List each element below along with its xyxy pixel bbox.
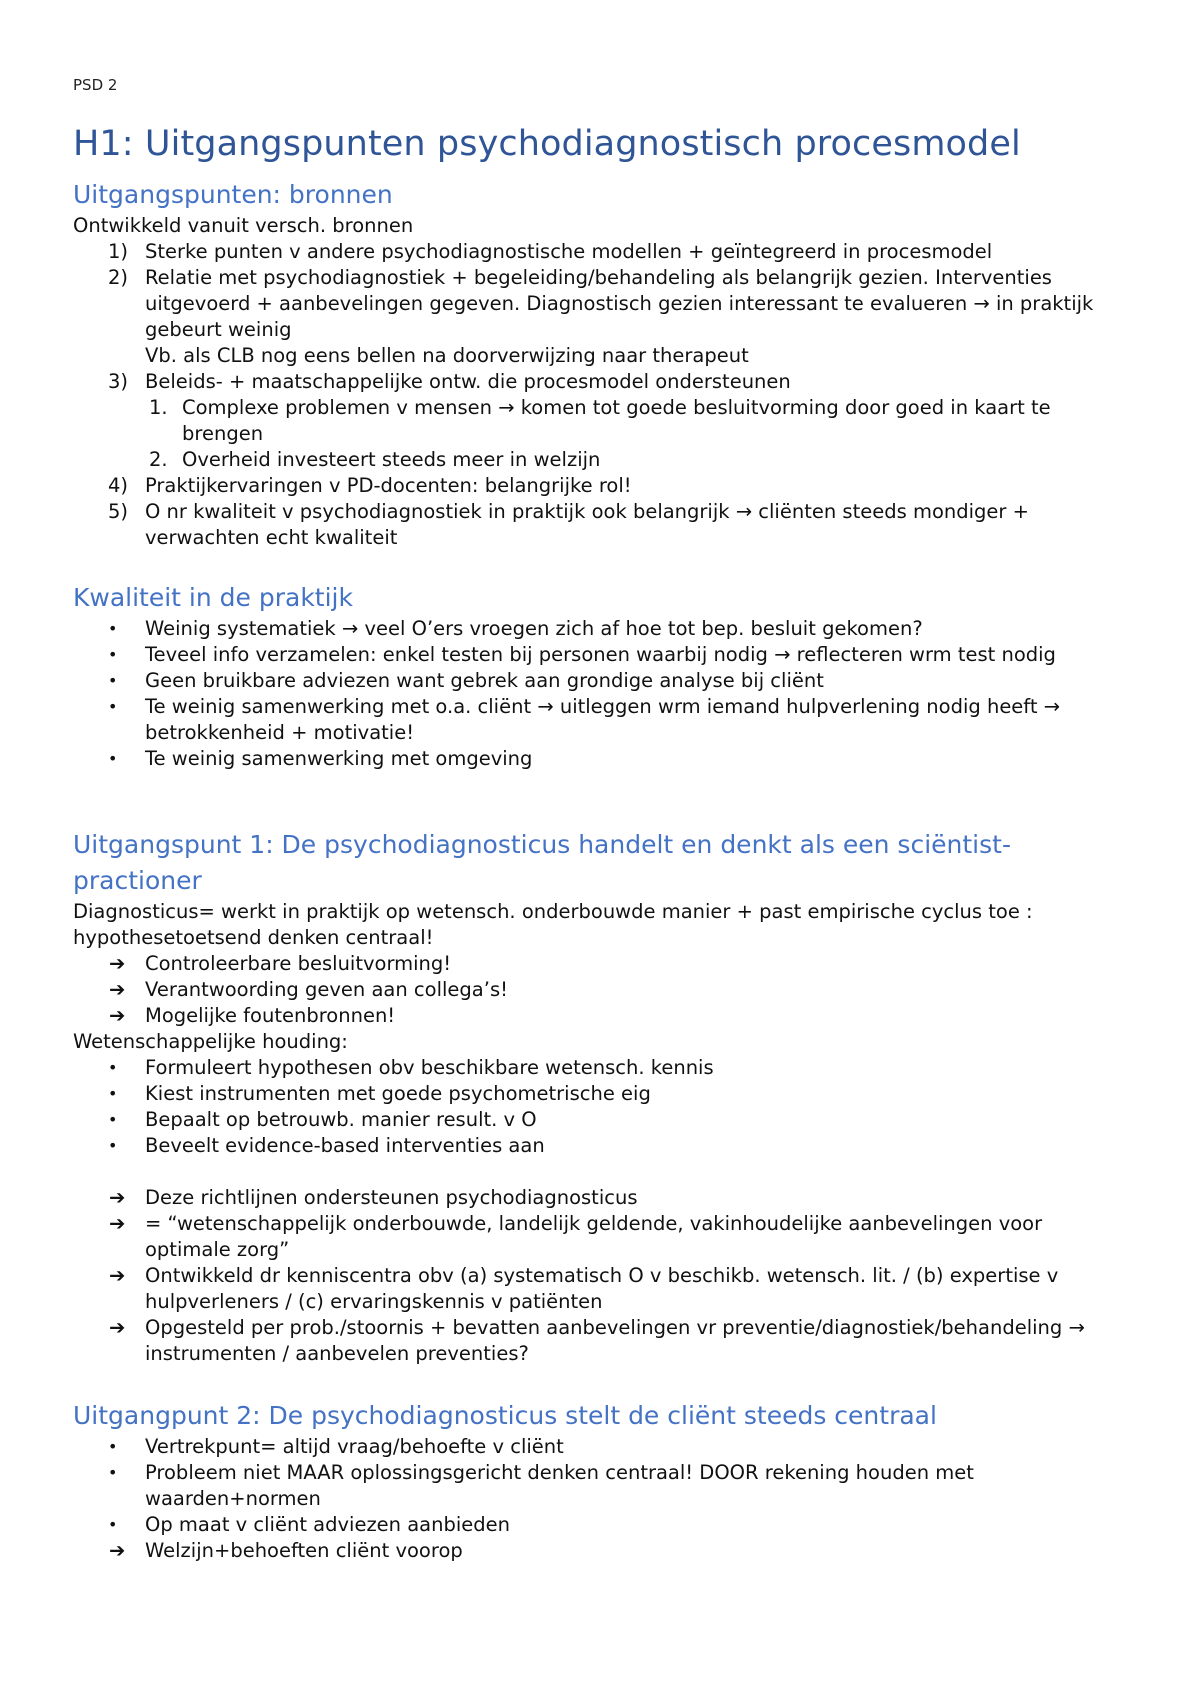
list-item: ➔ Mogelijke foutenbronnen! [109, 1004, 396, 1027]
arrow-icon: ➔ [109, 1539, 126, 1562]
list-item: • Beveelt evidence-based interventies aan [108, 1134, 545, 1157]
list-item: 1) Sterke punten v andere psychodiagnostische modellen + geïntegreerd in procesmodel [108, 240, 993, 263]
list-item: ➔ Ontwikkeld dr kenniscentra obv (a) systematisch O v beschikb. wetensch. lit. / (b) expertise v hulpverleners / (c) ervaringskennis v patiënten [109, 1264, 1059, 1313]
arrow-icon: ➔ [109, 1212, 126, 1235]
list-item: • Formuleert hypothesen obv beschikbare wetensch. kennis [108, 1056, 714, 1079]
list-item-note: Vb. als CLB nog eens bellen na doorverwijzing naar therapeut [145, 344, 749, 367]
section-intro: Diagnosticus= werkt in praktijk op wetensch. onderbouwde manier + past empirische cyclus toe : hypothesetoetsend denken centraal! [73, 900, 1033, 949]
page-header: PSD 2 [73, 76, 118, 94]
list-item: ➔ Controleerbare besluitvorming! [109, 952, 452, 975]
list-item: • Te weinig samenwerking met o.a. cliënt → uitleggen wrm iemand hulpverlening nodig heeft → betrokkenheid + motivatie! [108, 695, 1061, 744]
section-heading: Uitgangspunten: bronnen [73, 180, 393, 209]
arrow-icon: ➔ [109, 1316, 126, 1339]
spacer [73, 1159, 1133, 1185]
list-item: ➔ Verantwoording geven aan collega’s! [109, 978, 508, 1001]
list-item: • Geen bruikbare adviezen want gebrek aan grondige analyse bij cliënt [108, 669, 824, 692]
list-item: • Vertrekpunt= altijd vraag/behoefte v cliënt [108, 1435, 564, 1458]
list-item: • Te weinig samenwerking met omgeving [108, 747, 533, 770]
arrow-icon: ➔ [109, 1186, 126, 1209]
arrow-icon: ➔ [109, 1264, 126, 1287]
list-item: • Probleem niet MAAR oplossingsgericht denken centraal! DOOR rekening houden met waarden+normen [108, 1461, 974, 1510]
page-title: H1: Uitgangspunten psychodiagnostisch procesmodel [73, 124, 1021, 164]
section-heading: Uitgangpunt 2: De psychodiagnosticus stelt de cliënt steeds centraal [73, 1401, 937, 1430]
section-bronnen [73, 177, 1133, 551]
list-item: ➔ Welzijn+behoeften cliënt voorop [109, 1539, 463, 1562]
list-item: • Bepaalt op betrouwb. manier result. v O [108, 1108, 537, 1131]
list-item: • Teveel info verzamelen: enkel testen bij personen waarbij nodig → reflecteren wrm test nodig [108, 643, 1056, 666]
arrow-icon: ➔ [109, 978, 126, 1001]
list-item: • Weinig systematiek → veel O’ers vroegen zich af hoe tot bep. besluit gekomen? [108, 617, 923, 640]
list-item: 3) Beleids- + maatschappelijke ontw. die procesmodel ondersteunen [108, 370, 791, 393]
sub-list-item: 1. Complexe problemen v mensen → komen tot goede besluitvorming door goed in kaart te brengen [149, 396, 1051, 445]
list-item: 4) Praktijkervaringen v PD-docenten: belangrijke rol! [108, 474, 632, 497]
list-item: • Kiest instrumenten met goede psychometrische eig [108, 1082, 651, 1105]
section-uitgangspunt-2 [73, 1398, 1133, 1564]
list-item: ➔ Opgesteld per prob./stoornis + bevatten aanbevelingen vr preventie/diagnostiek/behandeling → instrumenten / aanbevelen preventies? [109, 1316, 1085, 1365]
list-item: ➔ Deze richtlijnen ondersteunen psychodiagnosticus [109, 1186, 638, 1209]
sub-list-item: 2. Overheid investeert steeds meer in welzijn [149, 448, 601, 471]
section-heading: Uitgangspunt 1: De psychodiagnosticus handelt en denkt als een sciëntist-practioner [73, 830, 1011, 895]
list-item: 2) Relatie met psychodiagnostiek + begeleiding/behandeling als belangrijk gezien. Interventies uitgevoerd + aanbevelingen gegeven. Diagnostisch gezien interessant te evalueren → in praktijk gebeurt weinig [108, 266, 1094, 341]
list-item: 5) O nr kwaliteit v psychodiagnostiek in praktijk ook belangrijk → cliënten steeds mondiger + verwachten echt kwaliteit [108, 500, 1029, 549]
section-intro: Ontwikkeld vanuit versch. bronnen [73, 214, 414, 237]
section-kwaliteit [73, 580, 1133, 772]
section-uitgangspunt-1 [73, 827, 1133, 1367]
arrow-icon: ➔ [109, 952, 126, 975]
list-item: ➔ = “wetenschappelijk onderbouwde, landelijk geldende, vakinhoudelijke aanbevelingen voor optimale zorg” [109, 1212, 1043, 1261]
list-item: • Op maat v cliënt adviezen aanbieden [108, 1513, 511, 1536]
arrow-icon: ➔ [109, 1004, 126, 1027]
sub-label: Wetenschappelijke houding: [73, 1030, 348, 1053]
section-heading: Kwaliteit in de praktijk [73, 583, 353, 612]
